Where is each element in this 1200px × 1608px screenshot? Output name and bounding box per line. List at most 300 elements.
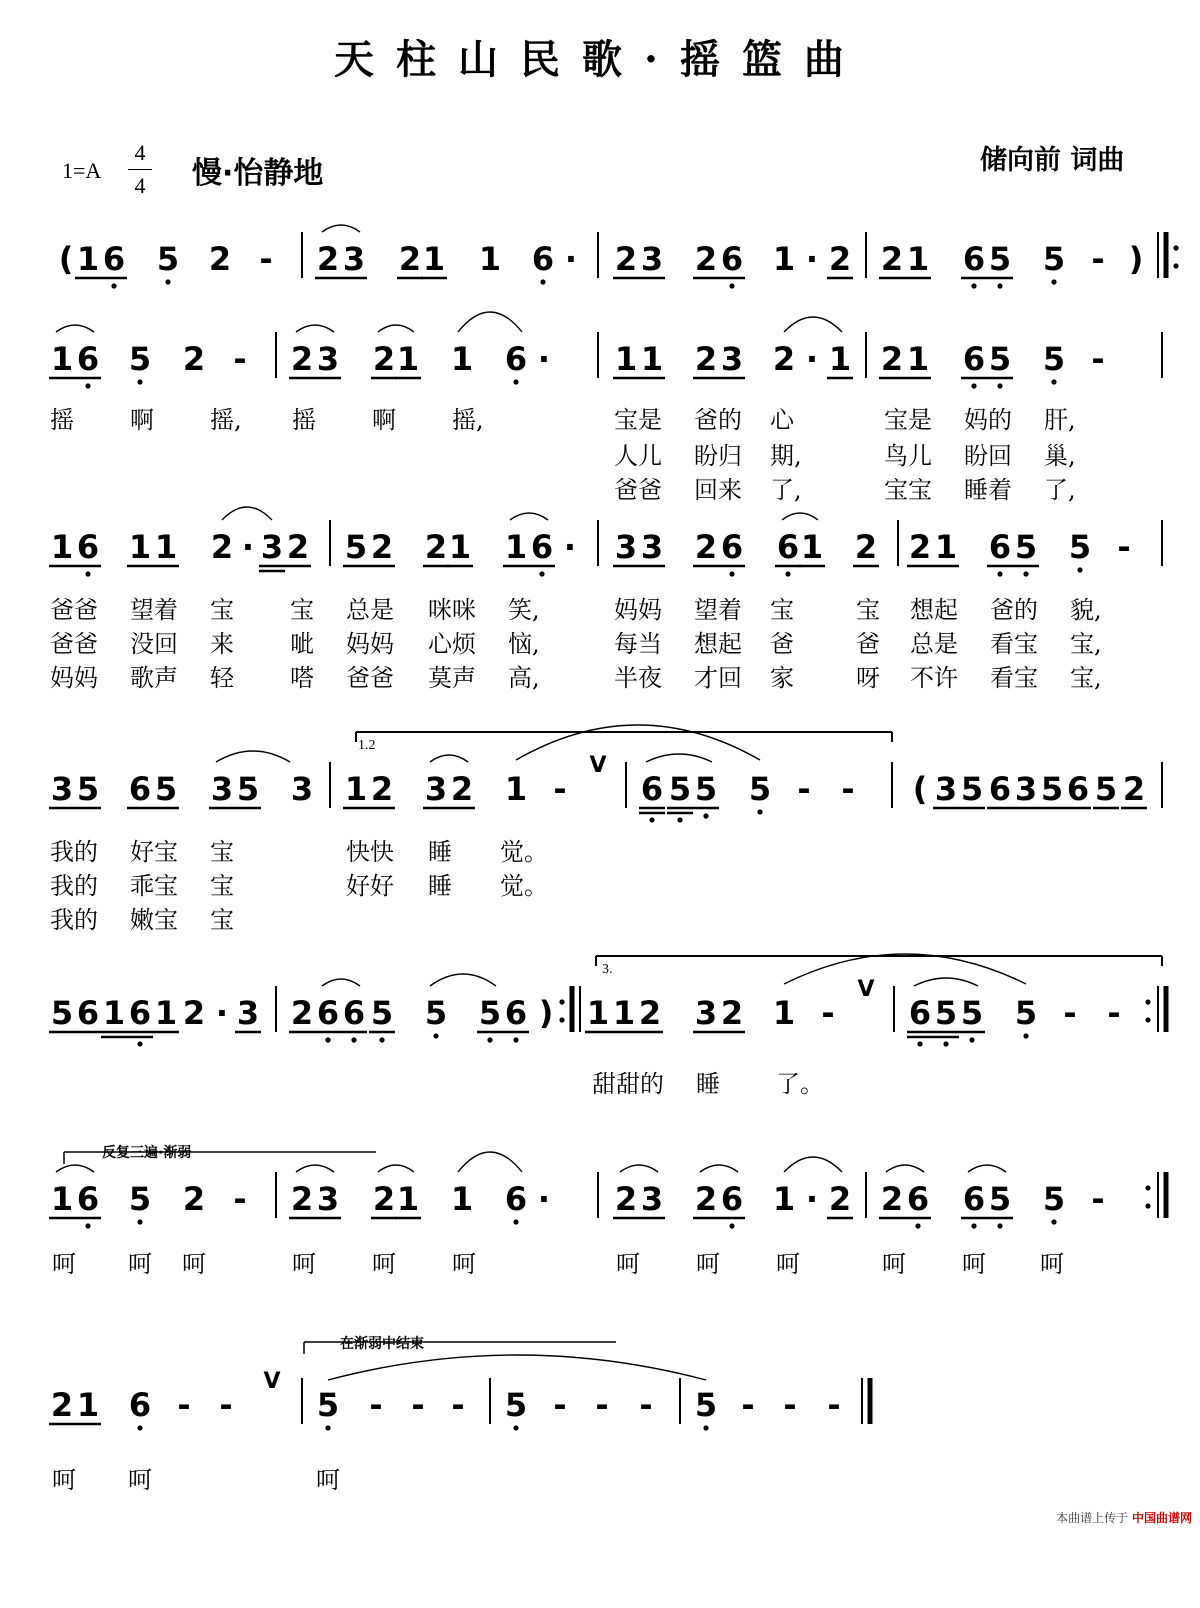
slur bbox=[886, 1165, 924, 1172]
note: 6 bbox=[530, 528, 554, 566]
octave-dot bbox=[325, 1037, 330, 1042]
slur bbox=[56, 1165, 94, 1172]
lyric: 呵 bbox=[52, 1250, 76, 1278]
lyric: 呵 bbox=[372, 1250, 396, 1278]
octave-dot bbox=[785, 571, 790, 576]
dash: - bbox=[233, 1180, 247, 1218]
lyrics-row-1 bbox=[0, 400, 1200, 434]
note: 3 bbox=[694, 994, 718, 1032]
lyric: 呵 bbox=[962, 1250, 986, 1278]
repeat-dot bbox=[1145, 1017, 1150, 1022]
lyric: 爸的 bbox=[990, 596, 1038, 624]
note: 5 bbox=[128, 1180, 152, 1218]
note: 6 bbox=[76, 528, 100, 566]
octave-dot bbox=[729, 283, 734, 288]
slur bbox=[784, 317, 842, 332]
lyric: 睡着 bbox=[964, 476, 1012, 504]
lyric: 笑, bbox=[508, 596, 540, 624]
note: 5 bbox=[668, 770, 692, 808]
dash: - bbox=[821, 994, 835, 1032]
lyric: 爸 bbox=[856, 630, 880, 658]
lyric: 觉。 bbox=[500, 838, 548, 866]
note: 1 bbox=[396, 340, 420, 378]
octave-dot bbox=[379, 1037, 384, 1042]
repeat-dot bbox=[1145, 1203, 1150, 1208]
note: 6 bbox=[988, 528, 1012, 566]
aug-dot: · bbox=[241, 528, 255, 566]
note: 1 bbox=[906, 240, 930, 278]
octave-dot bbox=[649, 817, 654, 822]
note: 1 bbox=[640, 340, 664, 378]
note: 3 bbox=[424, 770, 448, 808]
slur bbox=[646, 754, 712, 762]
note: 1 bbox=[128, 528, 152, 566]
slur bbox=[458, 312, 522, 332]
lyric: 才回 bbox=[694, 664, 742, 692]
octave-dot bbox=[915, 1223, 920, 1228]
time-signature-top: 4 bbox=[134, 140, 146, 165]
octave-dot bbox=[677, 817, 682, 822]
lyric: 心烦 bbox=[428, 630, 476, 658]
lyric: 嫩宝 bbox=[130, 906, 178, 934]
note: 5 bbox=[1068, 528, 1092, 566]
note: 3 bbox=[640, 528, 664, 566]
lyric: 呵 bbox=[316, 1466, 340, 1494]
note: 6 bbox=[128, 994, 152, 1032]
dash: - bbox=[1091, 240, 1105, 278]
octave-dot bbox=[997, 1223, 1002, 1228]
note: 2 bbox=[290, 340, 314, 378]
octave-dot bbox=[513, 1425, 518, 1430]
note: 6 bbox=[76, 340, 100, 378]
note: 6 bbox=[906, 1180, 930, 1218]
note: 2 bbox=[880, 340, 904, 378]
note: 5 bbox=[934, 994, 958, 1032]
lyric: 呵 bbox=[776, 1250, 800, 1278]
note: 3 bbox=[342, 240, 366, 278]
slur bbox=[216, 751, 290, 762]
lyric: 摇, bbox=[210, 406, 242, 434]
lyric: 爸的 bbox=[694, 406, 742, 434]
note: 5 bbox=[694, 770, 718, 808]
dash: - bbox=[841, 770, 855, 808]
lyric: 宝 bbox=[770, 596, 794, 624]
octave-dot bbox=[85, 383, 90, 388]
lyric: 妈妈 bbox=[614, 596, 662, 624]
octave-dot bbox=[433, 1033, 438, 1038]
note: 5 bbox=[988, 1180, 1012, 1218]
lyric: 了。 bbox=[776, 1070, 824, 1098]
note: 1 bbox=[76, 240, 100, 278]
note: 6 bbox=[720, 240, 744, 278]
note: 6 bbox=[720, 528, 744, 566]
dash: - bbox=[219, 1386, 233, 1424]
note: 1 bbox=[154, 994, 178, 1032]
lyrics-row-8 bbox=[0, 866, 1200, 900]
footer-site[interactable]: 中国曲谱网 bbox=[1131, 1511, 1192, 1525]
octave-dot bbox=[997, 283, 1002, 288]
lyrics-row-9 bbox=[0, 900, 1200, 934]
footer-text: 本曲谱上传于 bbox=[1056, 1511, 1129, 1525]
note: 1 bbox=[450, 1180, 474, 1218]
note: 5 bbox=[1042, 1180, 1066, 1218]
lyrics-row-12 bbox=[0, 1460, 1200, 1494]
octave-dot bbox=[540, 279, 545, 284]
octave-dot bbox=[729, 571, 734, 576]
note: 5 bbox=[694, 1386, 718, 1424]
lyric: 盼回 bbox=[964, 442, 1012, 470]
lyric: 妈的 bbox=[964, 406, 1012, 434]
lyric: 盼归 bbox=[694, 442, 742, 470]
lyric: 摇, bbox=[452, 406, 484, 434]
slur bbox=[378, 1165, 414, 1172]
slur bbox=[328, 1355, 706, 1380]
repeat-dot bbox=[1145, 999, 1150, 1004]
note: 1 bbox=[76, 1386, 100, 1424]
dash: - bbox=[827, 1386, 841, 1424]
breath: V bbox=[263, 1369, 281, 1394]
note: 2 bbox=[694, 240, 718, 278]
note: 5 bbox=[316, 1386, 340, 1424]
note: 5 bbox=[504, 1386, 528, 1424]
aug-dot: · bbox=[563, 528, 577, 566]
note: 2 bbox=[286, 528, 310, 566]
octave-dot bbox=[1051, 279, 1056, 284]
lyric: 总是 bbox=[910, 630, 958, 658]
note: 2 bbox=[182, 340, 206, 378]
note: 5 bbox=[1040, 770, 1064, 808]
lyric: 宝 bbox=[210, 906, 234, 934]
lyric: 半夜 bbox=[614, 664, 662, 692]
note: 5 bbox=[478, 994, 502, 1032]
octave-dot bbox=[997, 571, 1002, 576]
lyric: 摇 bbox=[292, 406, 316, 434]
repeat-note: 反复三遍·渐弱 bbox=[102, 1145, 192, 1161]
note: 3 bbox=[290, 770, 314, 808]
note: 6 bbox=[962, 240, 986, 278]
lyric: 呵 bbox=[696, 1250, 720, 1278]
repeat-dot bbox=[1145, 1185, 1150, 1190]
note: 3 bbox=[260, 528, 284, 566]
lyric: 望着 bbox=[694, 596, 742, 624]
note: 6 bbox=[128, 1386, 152, 1424]
note: 2 bbox=[424, 528, 448, 566]
tempo-marking: 慢·怡静地 bbox=[192, 156, 324, 191]
aug-dot: · bbox=[564, 240, 578, 278]
paren: ) bbox=[538, 994, 554, 1032]
note: 5 bbox=[1094, 770, 1118, 808]
note: 1 bbox=[934, 528, 958, 566]
breath: V bbox=[857, 977, 875, 1002]
dash: - bbox=[1091, 1180, 1105, 1218]
lyric: 睡 bbox=[696, 1070, 720, 1098]
lyric: 呵 bbox=[128, 1250, 152, 1278]
lyric: 乖宝 bbox=[130, 872, 178, 900]
note: 6 bbox=[531, 240, 555, 278]
dash: - bbox=[1091, 340, 1105, 378]
octave-dot bbox=[1077, 567, 1082, 572]
note: 1 bbox=[906, 340, 930, 378]
note: 2 bbox=[638, 994, 662, 1032]
lyric: 了, bbox=[770, 476, 802, 504]
note: 6 bbox=[1066, 770, 1090, 808]
lyric: 妈妈 bbox=[346, 630, 394, 658]
lyric: 甜甜的 bbox=[592, 1070, 664, 1098]
note: 3 bbox=[640, 240, 664, 278]
note: 3 bbox=[316, 340, 340, 378]
dash: - bbox=[595, 1386, 609, 1424]
slur bbox=[510, 513, 548, 520]
note: 2 bbox=[772, 340, 796, 378]
note: 2 bbox=[290, 1180, 314, 1218]
lyric: 宝是 bbox=[884, 406, 932, 434]
aug-dot: · bbox=[805, 240, 819, 278]
octave-dot bbox=[1051, 379, 1056, 384]
octave-dot bbox=[729, 1223, 734, 1228]
lyric: 嗒 bbox=[290, 664, 314, 692]
lyric: 爸爸 bbox=[614, 476, 662, 504]
lyric: 宝 bbox=[856, 596, 880, 624]
slur bbox=[784, 1157, 842, 1172]
lyrics-row-4 bbox=[0, 590, 1200, 624]
note: 2 bbox=[182, 994, 206, 1032]
octave-dot bbox=[111, 283, 116, 288]
note: 1 bbox=[612, 994, 636, 1032]
note: 2 bbox=[210, 528, 234, 566]
slur bbox=[914, 978, 978, 986]
note: 6 bbox=[504, 1180, 528, 1218]
note: 2 bbox=[370, 528, 394, 566]
octave-dot bbox=[757, 809, 762, 814]
lyric: 宝 bbox=[210, 872, 234, 900]
lyric: 宝, bbox=[1070, 664, 1102, 692]
note: 3 bbox=[720, 340, 744, 378]
note: 2 bbox=[372, 1180, 396, 1218]
lyric: 回来 bbox=[694, 476, 742, 504]
lyric: 肝, bbox=[1044, 406, 1076, 434]
slur bbox=[968, 1165, 1006, 1172]
note: 5 bbox=[988, 240, 1012, 278]
octave-dot bbox=[351, 1037, 356, 1042]
slur bbox=[56, 325, 94, 332]
note: 5 bbox=[960, 770, 984, 808]
octave-dot bbox=[971, 1223, 976, 1228]
octave-dot bbox=[943, 1041, 948, 1046]
aug-dot: · bbox=[537, 340, 551, 378]
note: 1 bbox=[422, 240, 446, 278]
slur bbox=[296, 325, 334, 332]
note: 1 bbox=[448, 528, 472, 566]
lyric: 爸 bbox=[770, 630, 794, 658]
slur bbox=[620, 1165, 658, 1172]
slur bbox=[378, 325, 414, 332]
dash: - bbox=[259, 240, 273, 278]
slur bbox=[222, 507, 272, 520]
note: 2 bbox=[694, 528, 718, 566]
note: 6 bbox=[988, 770, 1012, 808]
lyric: 没回 bbox=[130, 630, 178, 658]
note: 2 bbox=[182, 1180, 206, 1218]
lyric: 宝 bbox=[210, 596, 234, 624]
paren: ( bbox=[58, 240, 74, 278]
note: 2 bbox=[828, 240, 852, 278]
note: 3 bbox=[1014, 770, 1038, 808]
note: 1 bbox=[772, 1180, 796, 1218]
lyric: 呵 bbox=[128, 1466, 152, 1494]
lyric: 巢, bbox=[1044, 442, 1076, 470]
note: 5 bbox=[1042, 240, 1066, 278]
dash: - bbox=[1107, 994, 1121, 1032]
lyric: 呵 bbox=[882, 1250, 906, 1278]
slur bbox=[430, 755, 468, 762]
lyric: 我的 bbox=[50, 838, 98, 866]
note: 2 bbox=[694, 340, 718, 378]
note: 6 bbox=[962, 1180, 986, 1218]
lyric: 莫声 bbox=[428, 664, 476, 692]
note: 6 bbox=[316, 994, 340, 1032]
note: 2 bbox=[854, 528, 878, 566]
octave-dot bbox=[165, 279, 170, 284]
octave-dot bbox=[513, 1037, 518, 1042]
octave-dot bbox=[539, 571, 544, 576]
lyric: 宝宝 bbox=[884, 476, 932, 504]
slur bbox=[322, 979, 360, 986]
octave-dot bbox=[1023, 1033, 1028, 1038]
dash: - bbox=[1063, 994, 1077, 1032]
lyric: 来 bbox=[210, 630, 234, 658]
note: 2 bbox=[372, 340, 396, 378]
lyric: 啊 bbox=[372, 406, 396, 434]
key-signature: 1=A bbox=[62, 158, 102, 183]
octave-dot bbox=[997, 383, 1002, 388]
note: 6 bbox=[504, 340, 528, 378]
dash: - bbox=[639, 1386, 653, 1424]
note: 3 bbox=[640, 1180, 664, 1218]
note: 2 bbox=[450, 770, 474, 808]
lyrics-row-5 bbox=[0, 624, 1200, 658]
lyrics-row-3 bbox=[0, 470, 1200, 504]
lyrics-row-10 bbox=[0, 1064, 1200, 1098]
lyric: 摇 bbox=[50, 406, 74, 434]
note: 1 bbox=[800, 528, 824, 566]
note: 1 bbox=[614, 340, 638, 378]
aug-dot: · bbox=[537, 1180, 551, 1218]
lyric: 看宝 bbox=[990, 664, 1038, 692]
lyric: 宝, bbox=[1070, 630, 1102, 658]
note: 2 bbox=[614, 1180, 638, 1218]
lyric: 总是 bbox=[346, 596, 394, 624]
note: 5 bbox=[128, 340, 152, 378]
note: 5 bbox=[988, 340, 1012, 378]
note: 1 bbox=[772, 240, 796, 278]
octave-dot bbox=[137, 1041, 142, 1046]
time-signature-bottom: 4 bbox=[134, 173, 146, 198]
note: 3 bbox=[50, 770, 74, 808]
note: 2 bbox=[828, 1180, 852, 1218]
lyric: 妈妈 bbox=[50, 664, 98, 692]
octave-dot bbox=[917, 1041, 922, 1046]
note: 1 bbox=[154, 528, 178, 566]
note: 2 bbox=[908, 528, 932, 566]
lyric: 爸爸 bbox=[50, 596, 98, 624]
note: 6 bbox=[640, 770, 664, 808]
note: 5 bbox=[748, 770, 772, 808]
note: 6 bbox=[342, 994, 366, 1032]
aug-dot: · bbox=[805, 340, 819, 378]
slur bbox=[700, 1165, 738, 1172]
lyric: 好好 bbox=[346, 872, 394, 900]
lyrics-row-6 bbox=[0, 658, 1200, 692]
note: 5 bbox=[1014, 528, 1038, 566]
note: 6 bbox=[504, 994, 528, 1032]
paren: ) bbox=[1128, 240, 1144, 278]
note: 6 bbox=[776, 528, 800, 566]
lyric: 快快 bbox=[346, 838, 394, 866]
slur bbox=[296, 1165, 334, 1172]
note: 2 bbox=[880, 240, 904, 278]
note: 3 bbox=[236, 994, 260, 1032]
lyric: 期, bbox=[770, 442, 802, 470]
volta-1-2-label: 1.2 bbox=[358, 738, 376, 753]
note: 2 bbox=[1122, 770, 1146, 808]
paren: ( bbox=[912, 770, 928, 808]
lyric: 鸟儿 bbox=[884, 442, 932, 470]
lyric: 轻 bbox=[210, 664, 234, 692]
lyric: 想起 bbox=[694, 630, 742, 658]
octave-dot bbox=[969, 1037, 974, 1042]
lyric: 呲 bbox=[290, 630, 314, 658]
repeat-dot bbox=[559, 999, 564, 1004]
note: 5 bbox=[1014, 994, 1038, 1032]
lyric: 宝 bbox=[210, 838, 234, 866]
repeat-dot bbox=[1173, 263, 1178, 268]
note: 1 bbox=[828, 340, 852, 378]
lyric: 想起 bbox=[910, 596, 958, 624]
slur bbox=[458, 1152, 522, 1172]
lyric: 呵 bbox=[452, 1250, 476, 1278]
dash: - bbox=[553, 770, 567, 808]
volta-3-label: 3. bbox=[602, 962, 613, 977]
note: 5 bbox=[76, 770, 100, 808]
note: 1 bbox=[102, 994, 126, 1032]
end-note: 在渐弱中结束 bbox=[340, 1336, 424, 1352]
octave-dot bbox=[325, 1425, 330, 1430]
dash: - bbox=[797, 770, 811, 808]
slur bbox=[322, 225, 360, 232]
note: 5 bbox=[50, 994, 74, 1032]
lyric: 好宝 bbox=[130, 838, 178, 866]
note: 5 bbox=[236, 770, 260, 808]
dash: - bbox=[369, 1386, 383, 1424]
octave-dot bbox=[971, 283, 976, 288]
octave-dot bbox=[513, 379, 518, 384]
octave-dot bbox=[137, 379, 142, 384]
note: 2 bbox=[290, 994, 314, 1032]
lyric: 家 bbox=[770, 664, 794, 692]
lyric: 呵 bbox=[292, 1250, 316, 1278]
note: 3 bbox=[210, 770, 234, 808]
note: 2 bbox=[398, 240, 422, 278]
slur bbox=[516, 725, 760, 760]
note: 6 bbox=[102, 240, 126, 278]
note: 1 bbox=[772, 994, 796, 1032]
note: 1 bbox=[396, 1180, 420, 1218]
octave-dot bbox=[137, 1219, 142, 1224]
octave-dot bbox=[703, 1425, 708, 1430]
lyric: 宝 bbox=[290, 596, 314, 624]
note: 1 bbox=[478, 240, 502, 278]
aug-dot: · bbox=[805, 1180, 819, 1218]
